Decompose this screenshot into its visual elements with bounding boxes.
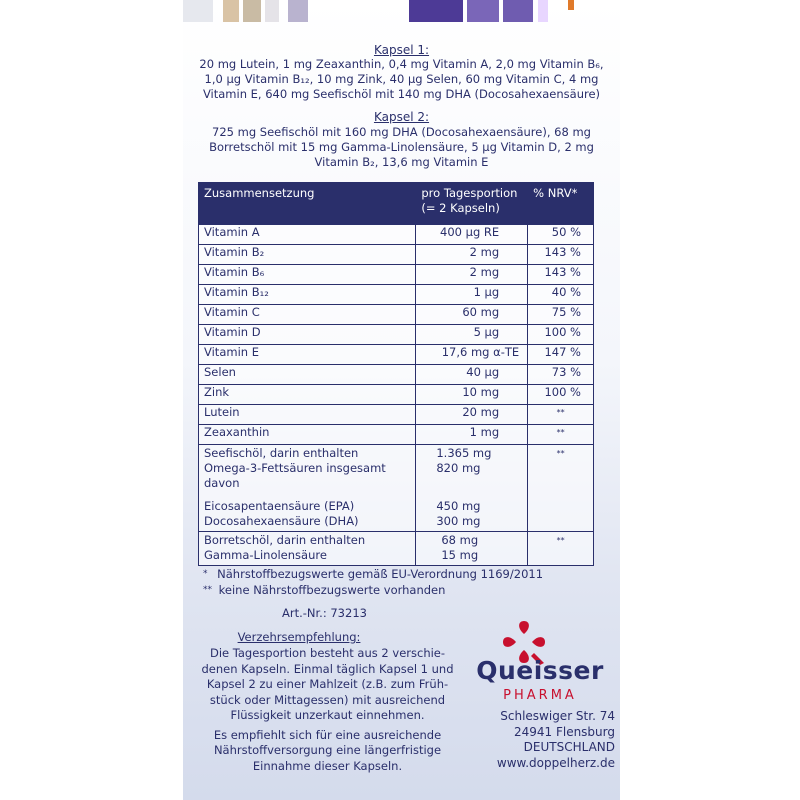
nutrient-amount: 1.365 mg bbox=[436, 446, 492, 460]
nutrient-nrv: 143 % bbox=[528, 245, 594, 265]
nutrient-amount: 1 µg bbox=[416, 285, 528, 305]
kapsel2-ingredients bbox=[190, 125, 613, 170]
footnote-2 bbox=[203, 583, 445, 598]
nutrient-amount: 2 mg bbox=[416, 265, 528, 285]
usage-line: denen Kapseln. Einmal täglich Kapsel 1 und bbox=[201, 661, 454, 676]
nutrient-amount-group bbox=[416, 532, 528, 566]
nutrient-nrv: 75 % bbox=[528, 305, 594, 325]
nutrient-name: Vitamin E bbox=[199, 345, 416, 365]
nutrient-nrv: 50 % bbox=[528, 225, 594, 245]
nutrient-amount: 60 mg bbox=[416, 305, 528, 325]
nutrient-name: Vitamin B₂ bbox=[199, 245, 416, 265]
nutrient-name: Selen bbox=[199, 365, 416, 385]
nutrient-name-group bbox=[199, 532, 416, 566]
usage-line: Die Tagesportion besteht aus 2 verschie- bbox=[209, 646, 446, 660]
nutrient-nrv: 100 % bbox=[528, 325, 594, 345]
company-address bbox=[440, 709, 615, 771]
nutrient-amount: 20 mg bbox=[416, 405, 528, 425]
table-row bbox=[199, 285, 594, 305]
kapsel1-line: Vitamin E, 640 mg Seefischöl mit 140 mg DHA (Docosahexaensäure) bbox=[202, 87, 601, 101]
top-decorative-band bbox=[183, 0, 620, 30]
table-row bbox=[199, 425, 594, 445]
table-row bbox=[199, 305, 594, 325]
address-line: DEUTSCHLAND bbox=[523, 740, 615, 754]
nutrient-amount: 400 µg RE bbox=[416, 225, 528, 245]
nutrient-nrv: ** bbox=[528, 425, 594, 445]
footnote-mark: ** bbox=[203, 585, 212, 595]
nutrient-nrv: 100 % bbox=[528, 385, 594, 405]
usage-text bbox=[199, 646, 456, 774]
kapsel2-line: Borretschöl mit 15 mg Gamma-Linolensäure, 5 µg Vitamin D, 2 mg bbox=[209, 140, 594, 154]
usage-line: Es empfiehlt sich für eine ausreichende bbox=[213, 727, 442, 742]
nutrient-nrv: 147 % bbox=[528, 345, 594, 365]
table-header-row bbox=[199, 183, 594, 225]
kapsel1-line: 20 mg Lutein, 1 mg Zeaxanthin, 0,4 mg Vitamin A, 2,0 mg Vitamin B₆, bbox=[199, 57, 604, 71]
table-row bbox=[199, 245, 594, 265]
nutrient-amount: 68 mg bbox=[441, 533, 479, 547]
footnote-mark: * bbox=[203, 569, 208, 579]
kapsel2-line: 725 mg Seefischöl mit 160 mg DHA (Docosahexaensäure), 68 mg bbox=[212, 125, 591, 139]
nutrient-amount-group bbox=[416, 445, 528, 532]
footnote-1 bbox=[203, 567, 543, 582]
nutrient-name: Docosahexaensäure (DHA) bbox=[204, 514, 359, 528]
nutrient-amount: 40 µg bbox=[416, 365, 528, 385]
nutrient-amount: 2 mg bbox=[416, 245, 528, 265]
article-number: Art.-Nr.: 73213 bbox=[282, 606, 367, 620]
kapsel1-ingredients bbox=[190, 57, 613, 102]
table-row-borretschoel bbox=[199, 532, 594, 566]
nutrient-amount bbox=[436, 476, 499, 491]
table-row bbox=[199, 385, 594, 405]
table-row bbox=[199, 265, 594, 285]
nutrient-nrv: ** bbox=[528, 405, 594, 425]
nutrient-amount: 17,6 mg α-TE bbox=[416, 345, 528, 365]
kapsel1-title: Kapsel 1: bbox=[373, 43, 430, 57]
usage-line: Nährstoffversorgung eine längerfristige bbox=[213, 743, 442, 757]
nutrient-amount: 1 mg bbox=[416, 425, 528, 445]
kapsel2-title: Kapsel 2: bbox=[373, 110, 430, 124]
nutrient-name: davon bbox=[204, 476, 240, 490]
nutrient-nrv: 73 % bbox=[528, 365, 594, 385]
table-row bbox=[199, 325, 594, 345]
nutrient-name: Seefischöl, darin enthalten bbox=[204, 446, 359, 460]
usage-line: Kapsel 2 zu einer Mahlzeit (z.B. zum Früh- bbox=[206, 677, 449, 691]
nutrient-name: Vitamin A bbox=[199, 225, 416, 245]
nutrient-name: Vitamin C bbox=[199, 305, 416, 325]
footnote-text: keine Nährstoffbezugswerte vorhanden bbox=[218, 583, 446, 597]
nutrient-name: Borretschöl, darin enthalten bbox=[204, 533, 366, 547]
nutrient-amount: 5 µg bbox=[416, 325, 528, 345]
nutrient-name: Zink bbox=[199, 385, 416, 405]
table-row bbox=[199, 405, 594, 425]
address-line: Schleswiger Str. 74 bbox=[500, 709, 615, 723]
nutrition-table bbox=[198, 182, 594, 566]
nutrient-amount: 820 mg bbox=[436, 461, 481, 475]
nutrient-name: Zeaxanthin bbox=[199, 425, 416, 445]
table-row bbox=[199, 225, 594, 245]
nutrient-name: Vitamin D bbox=[199, 325, 416, 345]
kapsel1-line: 1,0 µg Vitamin B₁₂, 10 mg Zink, 40 µg Selen, 60 mg Vitamin C, 4 mg bbox=[204, 72, 599, 86]
nutrient-amount: 15 mg bbox=[441, 548, 479, 562]
nutrient-nrv: ** bbox=[528, 445, 594, 532]
usage-line: stück oder Mittagessen) mit ausreichend bbox=[209, 692, 446, 707]
kapsel2-line: Vitamin B₂, 13,6 mg Vitamin E bbox=[314, 155, 489, 169]
table-row bbox=[199, 365, 594, 385]
nutrient-name: Vitamin B₆ bbox=[199, 265, 416, 285]
nutrient-name: Lutein bbox=[199, 405, 416, 425]
nutrient-name: Eicosapentaensäure (EPA) bbox=[204, 499, 355, 513]
nutrient-name: Vitamin B₁₂ bbox=[199, 285, 416, 305]
footnote-text: Nährstoffbezugswerte gemäß EU-Verordnung 1169/2011 bbox=[217, 567, 544, 581]
brand-name: Queisser bbox=[476, 656, 604, 685]
nutrient-nrv: 40 % bbox=[528, 285, 594, 305]
website-link: www.doppelherz.de bbox=[496, 755, 615, 770]
nutrient-name-group bbox=[199, 445, 416, 532]
usage-line: Flüssigkeit unzerkaut einnehmen. bbox=[230, 708, 425, 722]
brand-subtitle: PHARMA bbox=[503, 688, 577, 703]
nutrient-name: Gamma-Linolensäure bbox=[204, 548, 327, 562]
nutrient-nrv: 143 % bbox=[528, 265, 594, 285]
nutrient-nrv: ** bbox=[528, 532, 594, 566]
nutrient-name: Omega-3-Fettsäuren insgesamt bbox=[204, 461, 386, 475]
nutrient-amount: 450 mg bbox=[436, 499, 481, 513]
address-line: 24941 Flensburg bbox=[513, 724, 615, 739]
header-daily-portion: pro Tagesportion (= 2 Kapseln) bbox=[416, 183, 528, 225]
usage-line: Einnahme dieser Kapseln. bbox=[252, 758, 403, 773]
header-composition: Zusammensetzung bbox=[199, 183, 416, 225]
nutrient-amount: 300 mg bbox=[436, 514, 481, 528]
usage-title: Verzehrsempfehlung: bbox=[237, 630, 361, 644]
table-row bbox=[199, 345, 594, 365]
table-row-seefischoel bbox=[199, 445, 594, 532]
header-nrv: % NRV* bbox=[528, 183, 594, 225]
nutrient-amount: 10 mg bbox=[416, 385, 528, 405]
